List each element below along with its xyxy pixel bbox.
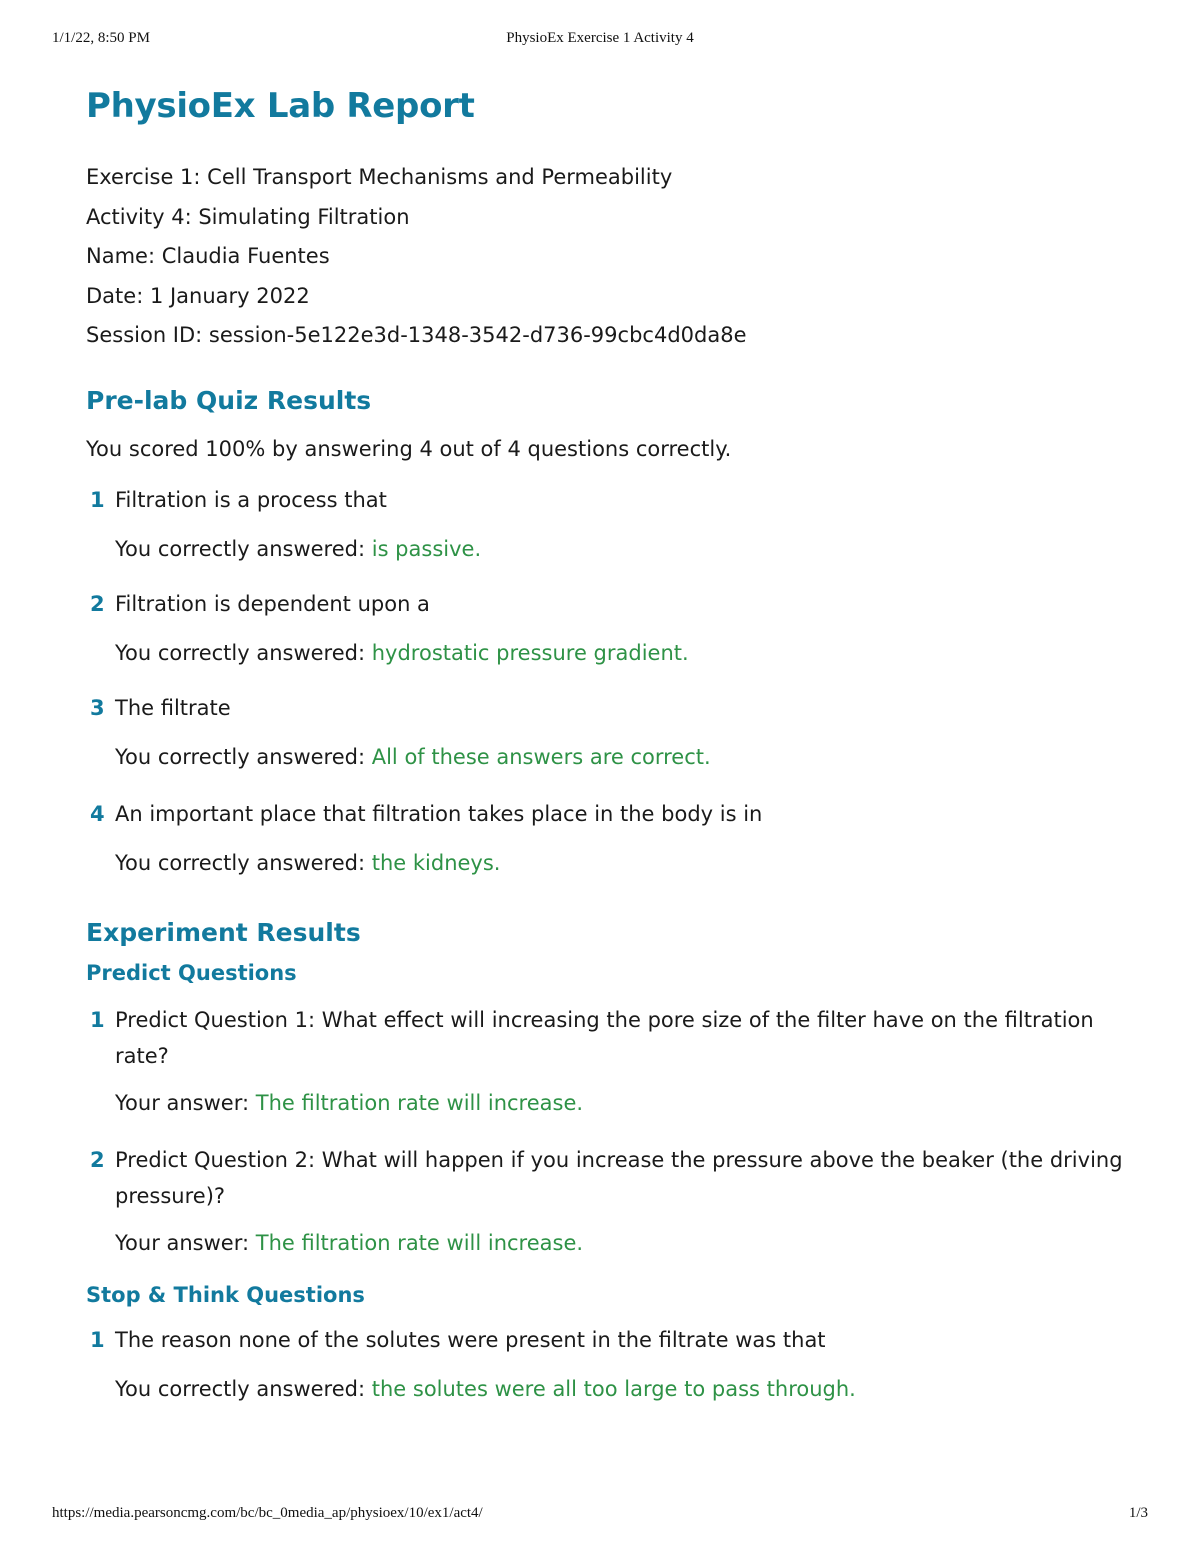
print-doc-title: PhysioEx Exercise 1 Activity 4 <box>506 30 694 46</box>
question-number: 1 <box>90 487 105 512</box>
answer-prefix: You correctly answered: <box>115 1376 372 1401</box>
prelab-question <box>86 482 1146 564</box>
correct-answer: the solutes were all too large to pass through. <box>371 1376 856 1401</box>
correct-answer: All of these answers are correct. <box>371 744 711 769</box>
report-title: PhysioEx Lab Report <box>86 86 475 126</box>
question-text: 2 Filtration is dependent upon a <box>86 586 1146 622</box>
answer-line <box>86 638 1146 668</box>
answer-prefix: Your answer: <box>115 1230 256 1255</box>
print-footer <box>0 1505 1200 1525</box>
question-number: 4 <box>90 801 105 826</box>
info-exercise: Exercise 1: Cell Transport Mechanisms and Permeability <box>86 165 673 189</box>
prelab-heading: Pre-lab Quiz Results <box>86 385 372 415</box>
answer-prefix: You correctly answered: <box>115 744 372 769</box>
predict-question <box>86 1142 1146 1258</box>
predict-heading: Predict Questions <box>86 960 297 985</box>
answer-line <box>86 742 1146 772</box>
question-number: 2 <box>90 1147 105 1172</box>
question-number: 3 <box>90 695 105 720</box>
print-datetime: 1/1/22, 8:50 PM <box>52 30 150 46</box>
predict-question <box>86 1002 1146 1118</box>
report-info <box>86 158 1146 356</box>
answer-line <box>86 534 1146 564</box>
your-answer: The filtration rate will increase. <box>255 1090 584 1115</box>
answer-line <box>86 848 1146 878</box>
question-number: 1 <box>90 1327 105 1352</box>
question-number: 2 <box>90 591 105 616</box>
prelab-question <box>86 586 1146 668</box>
question-text: 1 The reason none of the solutes were present in the filtrate was that <box>86 1322 1146 1358</box>
correct-answer: hydrostatic pressure gradient. <box>371 640 689 665</box>
answer-prefix: You correctly answered: <box>115 536 372 561</box>
print-page-number: 1/3 <box>1128 1505 1148 1521</box>
your-answer: The filtration rate will increase. <box>255 1230 584 1255</box>
stop-think-question <box>86 1322 1146 1404</box>
report-content <box>86 84 1146 1404</box>
question-text: 4 An important place that filtration takes place in the body is in <box>86 796 1146 832</box>
answer-line <box>86 1088 1146 1118</box>
correct-answer: the kidneys. <box>371 850 501 875</box>
info-activity: Activity 4: Simulating Filtration <box>86 204 410 229</box>
prelab-question <box>86 796 1146 878</box>
correct-answer: is passive. <box>371 536 482 561</box>
stop-think-heading: Stop & Think Questions <box>86 1282 365 1307</box>
info-name: Name: Claudia Fuentes <box>86 244 330 268</box>
answer-line <box>86 1228 1146 1258</box>
answer-line <box>86 1374 1146 1404</box>
info-date: Date: 1 January 2022 <box>86 283 310 308</box>
prelab-question <box>86 690 1146 772</box>
answer-prefix: You correctly answered: <box>115 850 372 875</box>
answer-prefix: Your answer: <box>115 1090 256 1115</box>
info-session-id: Session ID: session-5e122e3d-1348-3542-d736-99cbc4d0da8e <box>86 323 747 347</box>
question-text: 1 Predict Question 1: What effect will increasing the pore size of the filter have on the filtration rate? <box>86 1002 1146 1074</box>
print-url: https://media.pearsoncmg.com/bc/bc_0media_ap/physioex/10/ex1/act4/ <box>52 1505 483 1521</box>
question-text: 2 Predict Question 2: What will happen if you increase the pressure above the beaker (the driving pressure)? <box>86 1142 1146 1214</box>
question-text: 1 Filtration is a process that <box>86 482 1146 518</box>
answer-prefix: You correctly answered: <box>115 640 372 665</box>
print-header <box>0 30 1200 50</box>
question-text: 3 The filtrate <box>86 690 1146 726</box>
question-number: 1 <box>90 1007 105 1032</box>
prelab-score: You scored 100% by answering 4 out of 4 questions correctly. <box>86 436 732 461</box>
experiment-heading: Experiment Results <box>86 917 361 947</box>
